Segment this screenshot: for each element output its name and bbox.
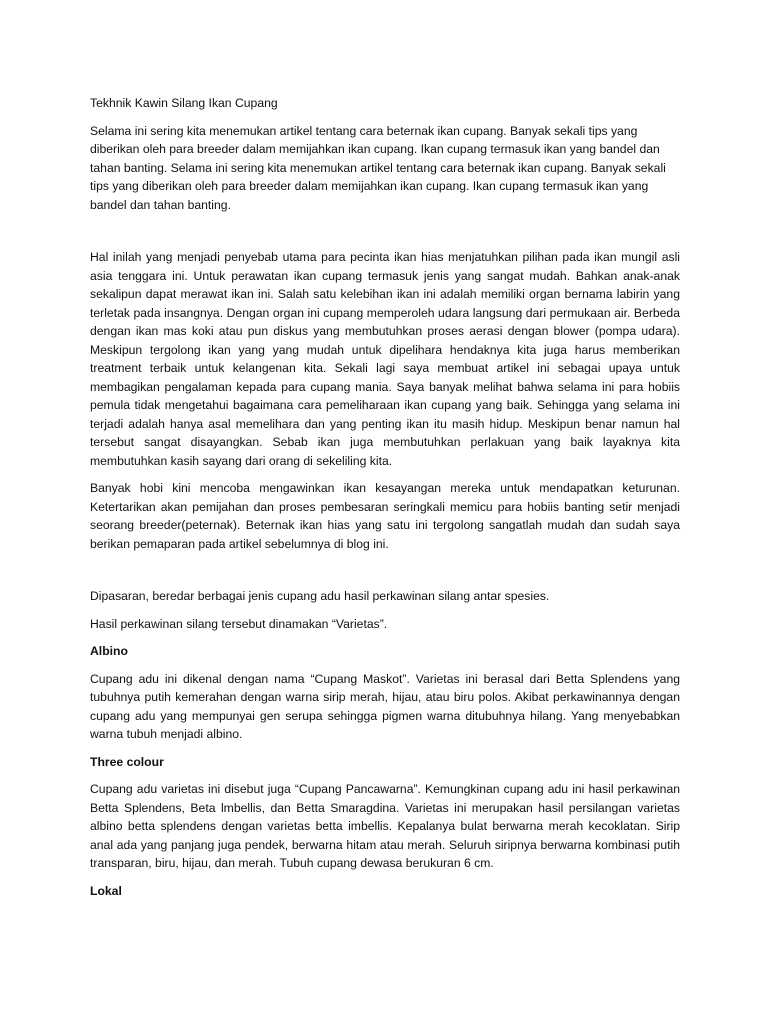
paragraph-varietas: Hasil perkawinan silang tersebut dinamakan “Varietas”. [90,616,388,631]
paragraph-market: Dipasaran, beredar berbagai jenis cupang adu hasil perkawinan silang antar spesies. [90,589,550,603]
section-text-albino: Cupang adu ini dikenal dengan nama “Cupang Maskot”. Varietas ini berasal dari Betta Splendens yang tubuhnya putih kemerahan dengan warna sirip merah, hijau, atau biru polos. Akibat perkawinannya dengan cupang adu yang mempunyai gen serupa sehingga pigmen warna ditubuhnya hilang. Yang menyebabkan warna tubuh menjadi albino. [90,671,680,741]
section-heading-lokal: Lokal [90,883,122,898]
document-title: Tekhnik Kawin Silang Ikan Cupang [90,96,278,110]
paragraph-intro: Selama ini sering kita menemukan artikel tentang cara beternak ikan cupang. Banyak sekali tips yang diberikan oleh para breeder dalam memijahkan ikan cupang. Ikan cupang termasuk ikan yang bandel dan tahan banting. Selama ini sering kita menemukan artikel tentang cara beternak ikan cupang. Banyak sekali tips yang diberikan oleh para breeder dalam memijahkan ikan cupang. Ikan cupang termasuk ikan yang bandel dan tahan banting. [90,123,666,212]
section-heading-albino: Albino [90,644,128,658]
paragraph-labirin: Hal inilah yang menjadi penyebab utama para pecinta ikan hias menjatuhkan pilihan pada ikan mungil asli asia tenggara ini. Untuk perawatan ikan cupang termasuk jenis yang sangat mudah. Bahkan anak-anak sekalipun dapat merawat ikan ini. Salah satu kelebihan ikan ini adalah memiliki organ bernama labirin yang terletak pada insangnya. Dengan organ ini cupang memperoleh udara langsung dari permukaan air. Berbeda dengan ikan mas koki atau pun diskus yang membutuhkan proses aerasi dengan blower (pompa udara). Meskipun tergolong ikan yang yang mudah untuk dipelihara hendaknya kita juga harus memberikan treatment terbaik untuk kelangenan kita. Sekali lagi saya membuat artikel ini sebagai upaya untuk membagikan pengalaman kepada para cupang mania. Saya banyak melihat bahwa selama ini para hobiis pemula tidak mengetahui bagaimana cara pemeliharaan ikan cupang yang baik. Sehingga yang selama ini terjadi adalah hanya asal memelihara dan yang penting ikan itu masih hidup. Meskipun benar namun hal tersebut sangat disayangkan. Sebab ikan juga membutuhkan perlakuan yang baik layaknya kita membutuhkan kasih sayang dari orang di sekeliling kita. [90,250,680,468]
document-page [90,94,680,909]
paragraph-breeding: Banyak hobi kini mencoba mengawinkan ikan kesayangan mereka untuk mendapatkan keturunan. Ketertarikan akan pemijahan dan proses pembesaran seringkali memicu para hobiis banting setir menjadi seorang breeder(peternak). Beternak ikan hias yang satu ini tergolong sangatlah mudah dan sudah saya berikan pemaparan pada artikel sebelumnya di blog ini. [90,481,680,551]
section-heading-three-colour: Three colour [90,754,164,769]
section-text-three-colour: Cupang adu varietas ini disebut juga “Cupang Pancawarna”. Kemungkinan cupang adu ini hasil perkawinan Betta Splendens, Beta lmbellis, dan Betta Smaragdina. Varietas ini merupakan hasil persilangan varietas albino betta splendens dengan varietas betta imbellis. Kepalanya bulat berwarna merah kecoklatan. Sirip anal ada yang panjang juga pendek, berwarna hitam atau merah. Seluruh siripnya berwarna kombinasi putih transparan, biru, hijau, dan merah. Tubuh cupang dewasa berukuran 6 cm. [90,782,680,870]
